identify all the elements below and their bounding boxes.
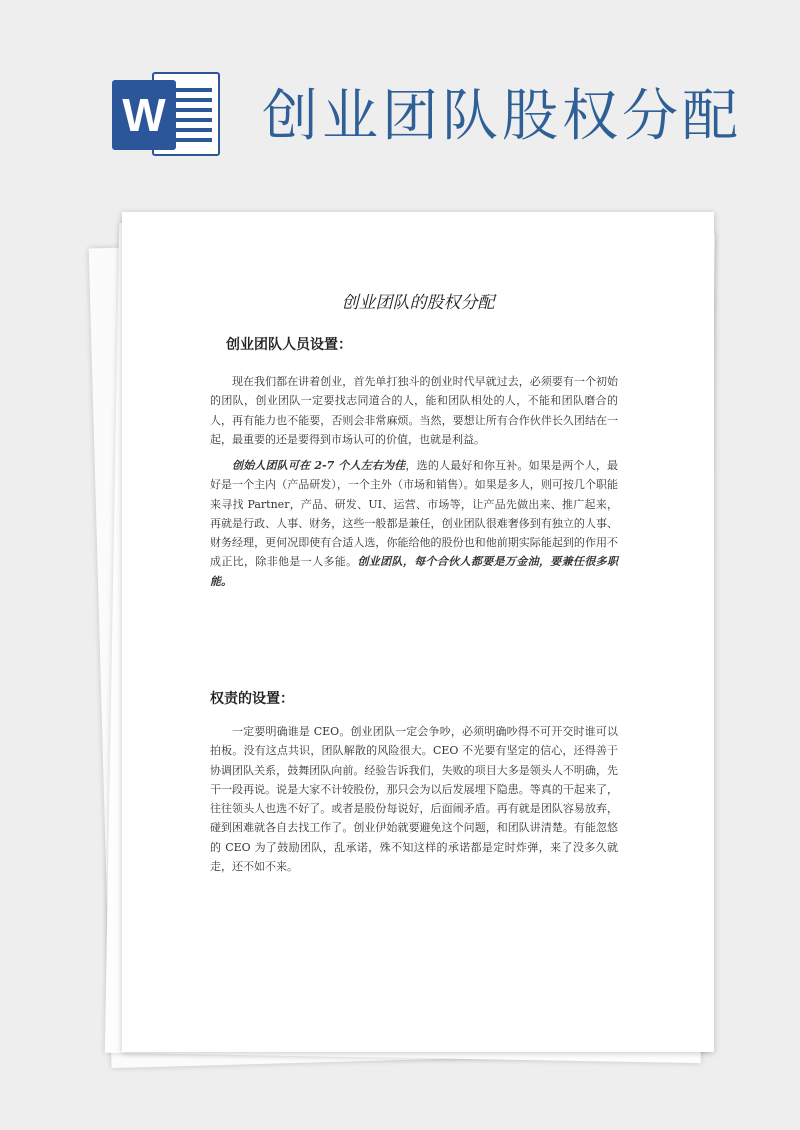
paragraph-founder-team bbox=[210, 456, 618, 591]
header-banner bbox=[0, 0, 800, 200]
paragraph-team-intro: 现在我们都在讲着创业，首先单打独斗的创业时代早就过去，必须要有一个初始的团队，创业团队一定要找志同道合的人，能和团队相处的人，不能和团队磨合的人，再有能力也不能要，否则会非常麻烦。当然，要想让所有合作伙伴长久团结在一起，最重要的还是要得到市场认可的价值，也就是利益。 bbox=[210, 375, 618, 446]
section-heading-team-setup: 创业团队人员设置： bbox=[226, 337, 352, 353]
section-heading-responsibility: 权责的设置： bbox=[210, 691, 294, 707]
emphasis-all-rounder: 创业团队，每个合伙人都要是万金油，要兼任很多职能。 bbox=[210, 555, 619, 588]
paragraph-founder-body: ，选的人最好和你互补。如果是两个人，最好是一个主内（产品研发），一个主外（市场和销售）。如果是多人，则可按几个职能来寻找 Partner，产品、研发、UI、运营、市场等，让产品先做出来、推广起来，再就是行政、人事、财务，这些一般都是兼任，创业团队很难奢侈到有独立的人事、财务经理，更何况即使有合适人选，你能给他的股份也和他前期实际能起到的作用不成正比，除非他是一人多能。 bbox=[210, 459, 619, 569]
emphasis-founder-size: 创始人团队可在 2-7 个人左右为佳 bbox=[232, 459, 406, 472]
document-title: 创业团队的股权分配 bbox=[341, 293, 495, 313]
word-document-icon bbox=[112, 72, 222, 156]
document-page bbox=[122, 212, 714, 1052]
paragraph-ceo: 一定要明确谁是 CEO。创业团队一定会争吵，必须明确吵得不可开交时谁可以拍板。没有这点共识，团队解散的风险很大。CEO 不光要有坚定的信心，还得善于协调团队关系，鼓舞团队向前。经验告诉我们，失败的项目大多是领头人不明确，先干一段再说。说是大家不计较股份，那只会为以后发展埋下隐患。等真的干起来了，往往领头人也选不好了。或者是股份每说好，后面闹矛盾。再有就是团队容易放弃，碰到困难就各自去找工作了。创业伊始就要避免这个问题，和团队讲清楚。有能忽悠的 CEO 为了鼓励团队，乱承诺，殊不知这样的承诺都是定时炸弹，来了没多久就走，还不如不来。 bbox=[210, 725, 618, 874]
banner-title: 创业团队股权分配 bbox=[262, 84, 742, 149]
word-icon-letter: W bbox=[112, 80, 176, 150]
